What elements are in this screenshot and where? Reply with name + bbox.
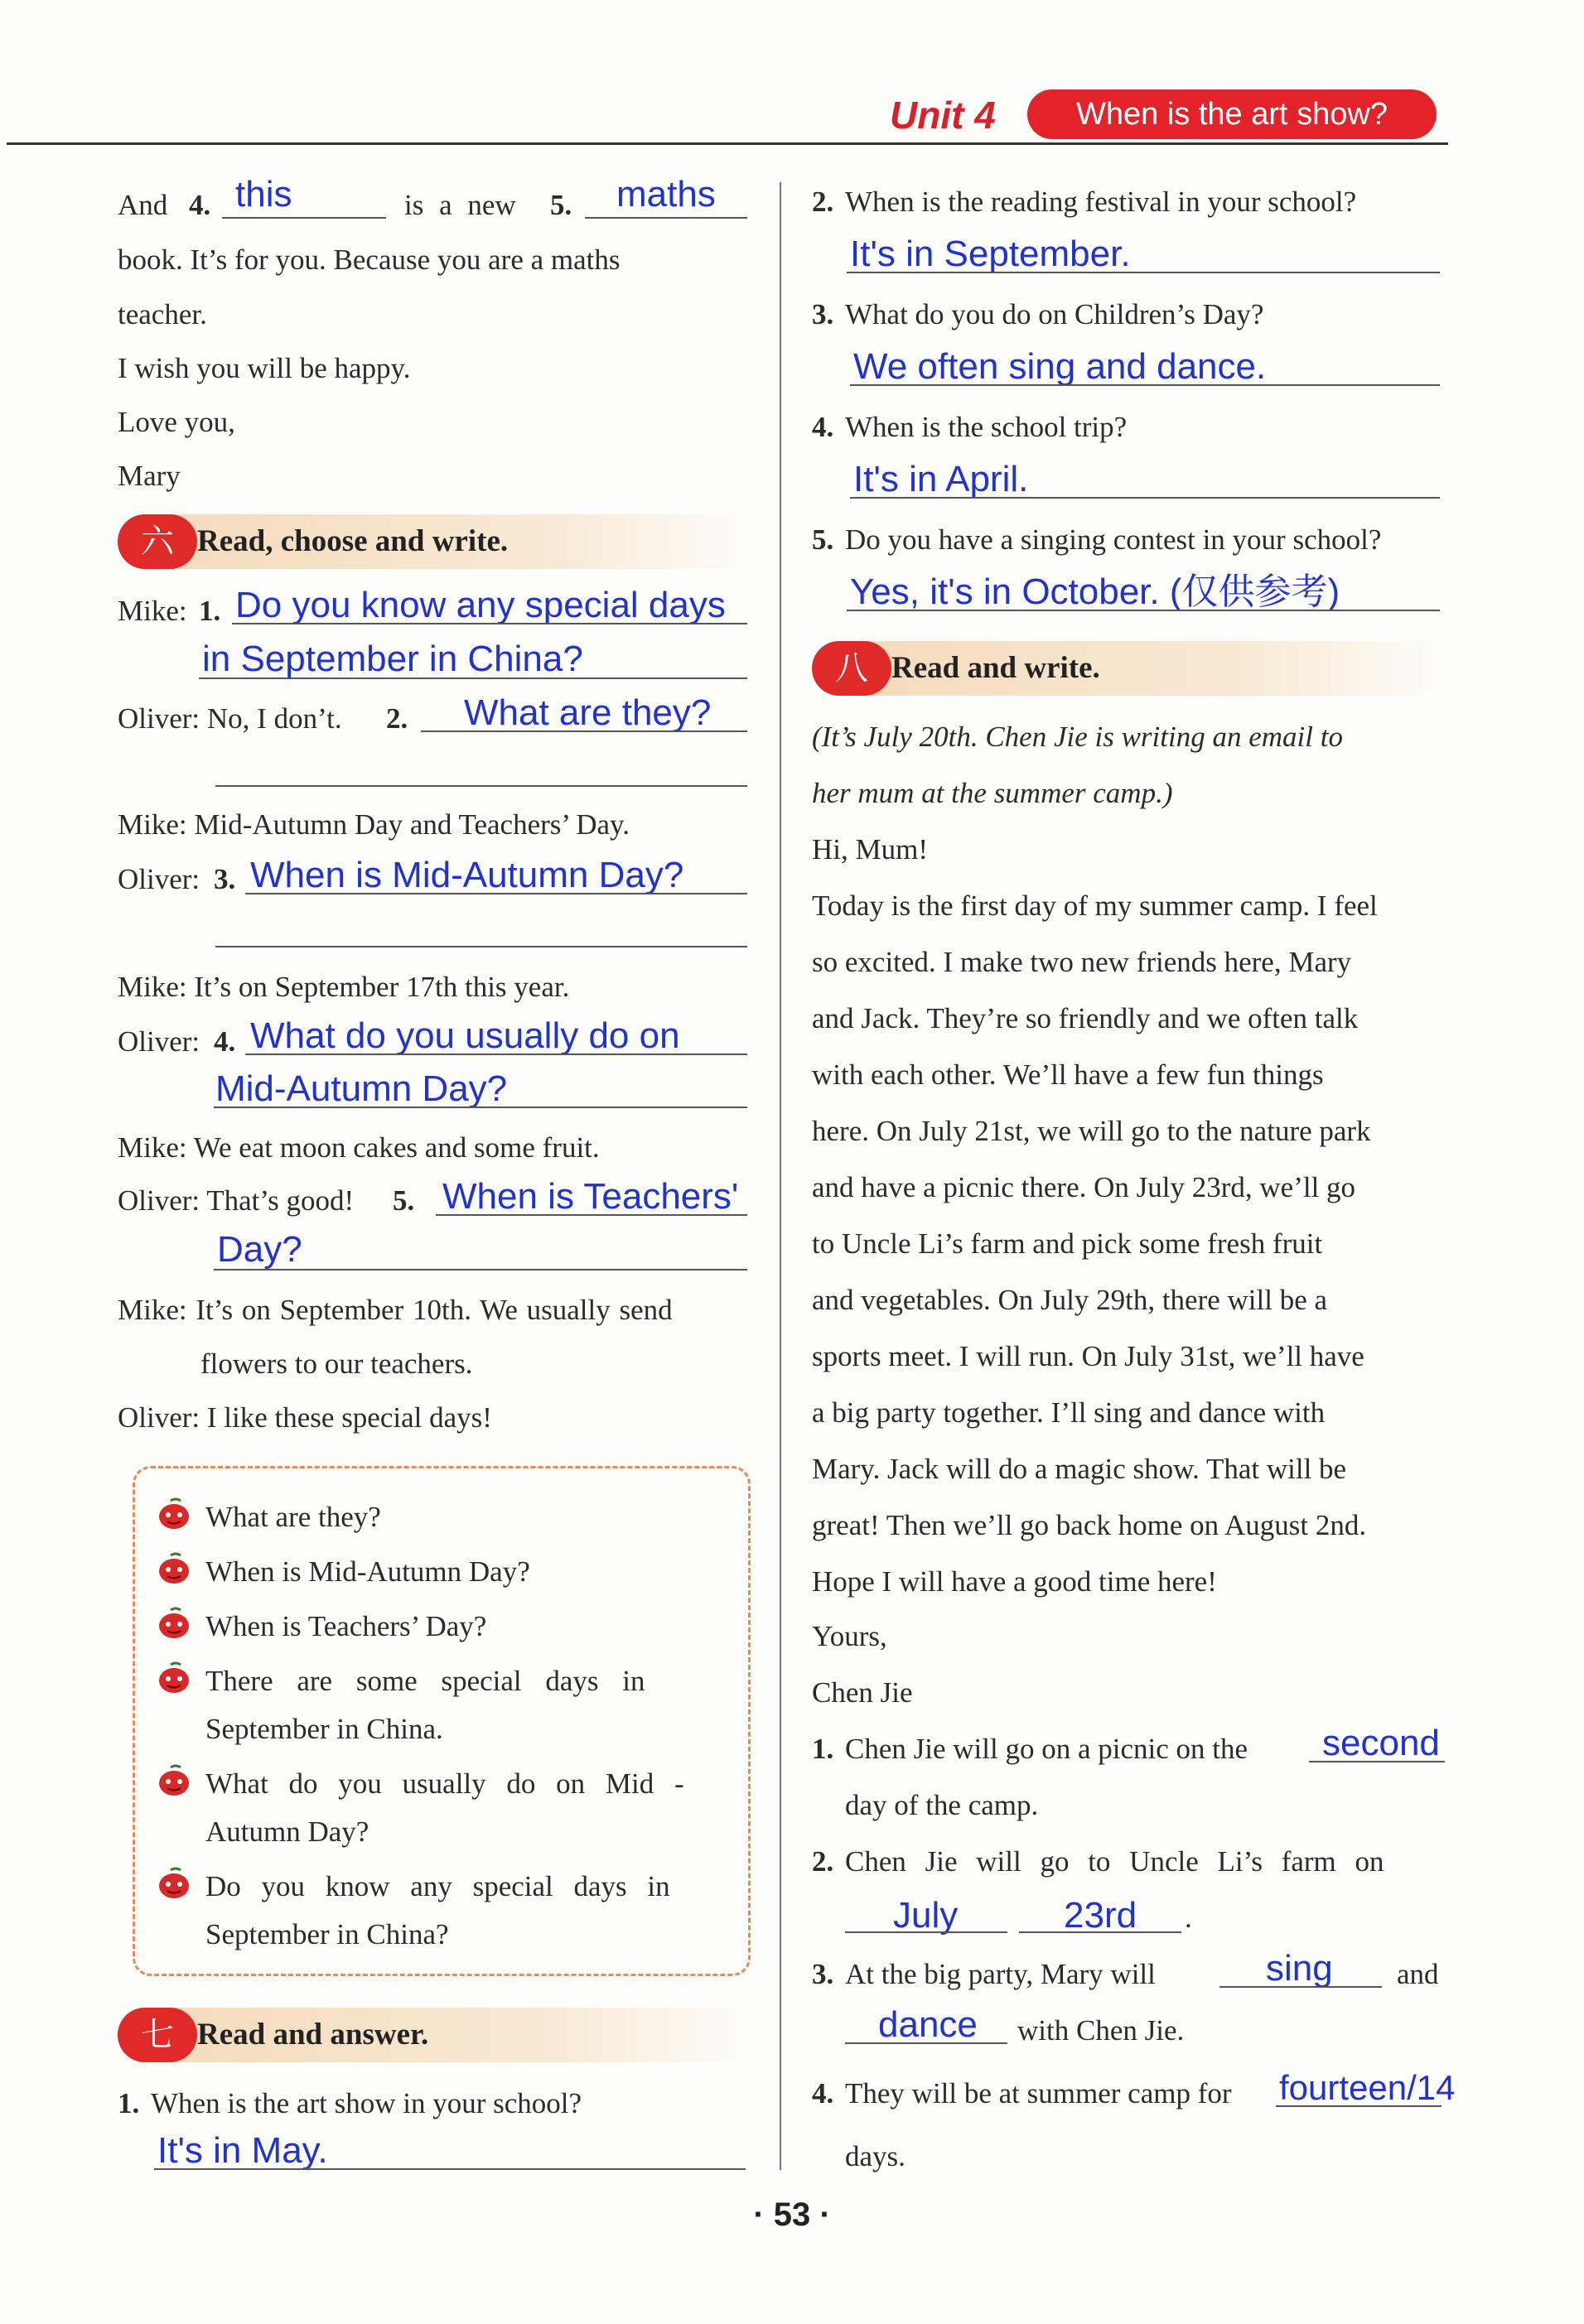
question-3: What do you do on Children’s Day? (845, 298, 1264, 330)
apple-bullet-icon (156, 1661, 192, 1695)
s8-answer-3b: dance (878, 2004, 978, 2045)
dialogue-mike-4: Mike: We eat moon cakes and some fruit. (118, 1131, 600, 1164)
unit-title-pill: When is the art show? (1027, 89, 1437, 139)
email-greeting: Hi, Mum! (812, 833, 928, 865)
section-7-header (118, 2008, 751, 2062)
s8-question-number-2: 2. (812, 1845, 834, 1878)
s8-answer-4: fourteen/14 (1279, 2068, 1456, 2107)
letter-signature: Mary (118, 460, 181, 492)
s8-question-2: Chen Jie will go to Uncle Li’s farm on (845, 1845, 1384, 1878)
s8-question-number-4: 4. (812, 2077, 834, 2109)
s8-answer-2a: July (893, 1895, 959, 1936)
option-item-cont: Autumn Day? (205, 1815, 369, 1848)
email-body-line: great! Then we’ll go back home on August 2nd. (812, 1509, 1367, 1541)
option-item: When is Mid-Autumn Day? (205, 1555, 530, 1588)
dialogue-answer-3: When is Mid-Autumn Day? (250, 855, 684, 895)
answer-line (845, 2042, 1007, 2044)
s8-question-2-end: . (1185, 1902, 1192, 1934)
section-7-badge: 七 (118, 2008, 197, 2062)
dialogue-mike-5a: Mike: It’s on September 10th. We usually send (118, 1294, 673, 1326)
email-body-line: and Jack. They’re so friendly and we often talk (812, 1002, 1359, 1034)
answer-line (421, 730, 747, 732)
option-item: When is Teachers’ Day? (205, 1610, 487, 1642)
dialogue-answer-1a: Do you know any special days (235, 585, 726, 625)
answer-4: It's in April. (853, 459, 1029, 499)
option-item: There are some special days in (205, 1665, 645, 1697)
answer-line (847, 272, 1440, 273)
apple-bullet-icon (156, 1497, 192, 1531)
section-6-title: Read, choose and write. (197, 524, 509, 558)
answer-line (154, 2168, 746, 2170)
answer-line (436, 1214, 747, 1216)
answer-5: Yes, it's in October. (仅供参考) (850, 571, 1340, 612)
dialogue-answer-5b: Day? (217, 1229, 302, 1270)
question-number-2: 2. (812, 186, 834, 218)
answer-line (585, 217, 747, 219)
answer-line (845, 1931, 1007, 1933)
letter-line-1-prefix: And (118, 189, 168, 221)
option-item-cont: September in China. (205, 1713, 443, 1745)
letter-line-3: teacher. (118, 298, 207, 330)
dialogue-answer-5a: When is Teachers' (442, 1176, 739, 1217)
question-4: When is the school trip? (845, 411, 1128, 443)
s8-question-3: At the big party, Mary will (845, 1958, 1156, 1990)
letter-line-5: Love you, (118, 406, 235, 438)
option-item: What do you usually do on Mid - (205, 1767, 684, 1800)
answer-line (850, 384, 1440, 386)
question-number-4: 4. (812, 411, 834, 443)
answer-line (1276, 2105, 1442, 2107)
header-rule (7, 142, 1448, 145)
email-body-line: here. On July 21st, we will go to the nature park (812, 1115, 1371, 1147)
letter-line-2: book. It’s for you. Because you are a maths (118, 243, 621, 276)
dialogue-oliver-1: Oliver: No, I don’t. (118, 702, 342, 735)
s8-answer-2b: 23rd (1064, 1895, 1137, 1936)
apple-bullet-icon (156, 1867, 192, 1900)
dialogue-answer-4b: Mid-Autumn Day? (215, 1068, 508, 1109)
dialogue-speaker-oliver: Oliver: (118, 863, 200, 895)
option-item-cont: September in China? (205, 1918, 449, 1950)
dialogue-answer-2: What are they? (464, 692, 712, 733)
section-8-title: Read and write. (891, 651, 1100, 685)
email-intro-2: her mum at the summer camp.) (812, 777, 1173, 809)
question-number-5: 5. (812, 523, 834, 556)
email-closing: Yours, (812, 1620, 887, 1652)
email-body-line: to Uncle Li’s farm and pick some fresh fruit (812, 1227, 1323, 1260)
answer-line (1309, 1761, 1445, 1762)
question-number-3: 3. (812, 298, 834, 330)
answer-line (847, 610, 1440, 611)
letter-line-1-middle: is a new (404, 189, 516, 221)
question-5: Do you have a singing contest in your school? (845, 523, 1382, 556)
email-body-line: Today is the first day of my summer camp. I feel (812, 890, 1378, 922)
answer-line (215, 946, 747, 947)
s8-question-number-3: 3. (812, 1958, 834, 1990)
dialogue-speaker-mike: Mike: (118, 595, 187, 627)
s8-question-1-cont: day of the camp. (845, 1789, 1039, 1821)
s8-question-4: They will be at summer camp for (845, 2077, 1232, 2109)
answer-line (215, 785, 747, 787)
dialogue-oliver-5: Oliver: I like these special days! (118, 1401, 492, 1434)
dialogue-number-4: 4. (214, 1025, 236, 1058)
blank-number-4: 4. (189, 189, 211, 221)
email-body-line: sports meet. I will run. On July 31st, we’ll have (812, 1340, 1364, 1372)
answer-blank-5: maths (616, 174, 716, 215)
apple-bullet-icon (156, 1764, 192, 1797)
dialogue-number-2: 2. (386, 702, 408, 735)
letter-line-4: I wish you will be happy. (118, 352, 411, 384)
email-body-line: so excited. I make two new friends here, Mary (812, 946, 1352, 978)
s8-question-3-cont: with Chen Jie. (1017, 2014, 1185, 2047)
email-body-line: a big party together. I’ll sing and dance with (812, 1396, 1326, 1429)
s8-question-4-cont: days. (845, 2140, 905, 2172)
blank-number-5: 5. (550, 189, 572, 221)
apple-bullet-icon (156, 1552, 192, 1585)
answer-line (245, 1054, 747, 1055)
question-number-1: 1. (118, 2087, 140, 2119)
answer-blank-4: this (235, 174, 292, 215)
dialogue-answer-1b: in September in China? (202, 639, 583, 679)
answer-line (850, 497, 1440, 499)
answer-2: It's in September. (850, 234, 1131, 274)
section-6-badge: 六 (118, 514, 197, 569)
unit-label: Unit 4 (890, 94, 996, 137)
answer-line (214, 1107, 747, 1108)
section-8-badge: 八 (812, 641, 891, 696)
apple-bullet-icon (156, 1607, 192, 1640)
dialogue-mike-2: Mike: Mid-Autumn Day and Teachers’ Day. (118, 808, 630, 841)
email-body-line: with each other. We’ll have a few fun things (812, 1058, 1324, 1091)
dialogue-oliver-4: Oliver: That’s good! (118, 1184, 355, 1217)
email-body-line: and have a picnic there. On July 23rd, we’ll go (812, 1171, 1356, 1203)
email-signature: Chen Jie (812, 1676, 913, 1709)
answer-line (1219, 1986, 1382, 1988)
email-body-line: and vegetables. On July 29th, there will be a (812, 1284, 1328, 1316)
email-body-line: Hope I will have a good time here! (812, 1565, 1217, 1598)
answer-line (1019, 1931, 1181, 1933)
section-7-title: Read and answer. (197, 2018, 429, 2052)
s8-answer-1: second (1322, 1723, 1440, 1763)
answer-1: It's in May. (157, 2130, 328, 2171)
column-divider (780, 182, 781, 2170)
question-2: When is the reading festival in your school? (845, 186, 1357, 218)
section-6-header (118, 514, 751, 569)
dialogue-number-5: 5. (393, 1184, 415, 1217)
s8-question-1: Chen Jie will go on a picnic on the (845, 1733, 1248, 1765)
email-intro-1: (It’s July 20th. Chen Jie is writing an email to (812, 721, 1343, 753)
answer-line (245, 893, 747, 894)
answer-3: We often sing and dance. (853, 346, 1267, 387)
option-item: What are they? (205, 1501, 381, 1533)
page-number: · 53 · (753, 2196, 831, 2233)
dialogue-speaker-oliver: Oliver: (118, 1025, 200, 1058)
s8-answer-3a: sing (1266, 1948, 1333, 1989)
dialogue-number-1: 1. (199, 595, 221, 627)
answer-line (214, 1269, 747, 1270)
s8-question-3-and: and (1397, 1958, 1439, 1990)
answer-line (232, 623, 747, 624)
dialogue-answer-4a: What do you usually do on (250, 1015, 680, 1056)
email-body-line: Mary. Jack will do a magic show. That will be (812, 1453, 1347, 1485)
s8-question-number-1: 1. (812, 1733, 834, 1765)
dialogue-number-3: 3. (214, 863, 236, 895)
answer-line (222, 217, 386, 219)
dialogue-mike-3: Mike: It’s on September 17th this year. (118, 971, 570, 1003)
option-item: Do you know any special days in (205, 1870, 670, 1902)
dialogue-mike-5b: flowers to our teachers. (200, 1348, 473, 1380)
question-1: When is the art show in your school? (151, 2087, 582, 2119)
answer-line (199, 677, 747, 679)
section-8-header (812, 641, 1446, 696)
